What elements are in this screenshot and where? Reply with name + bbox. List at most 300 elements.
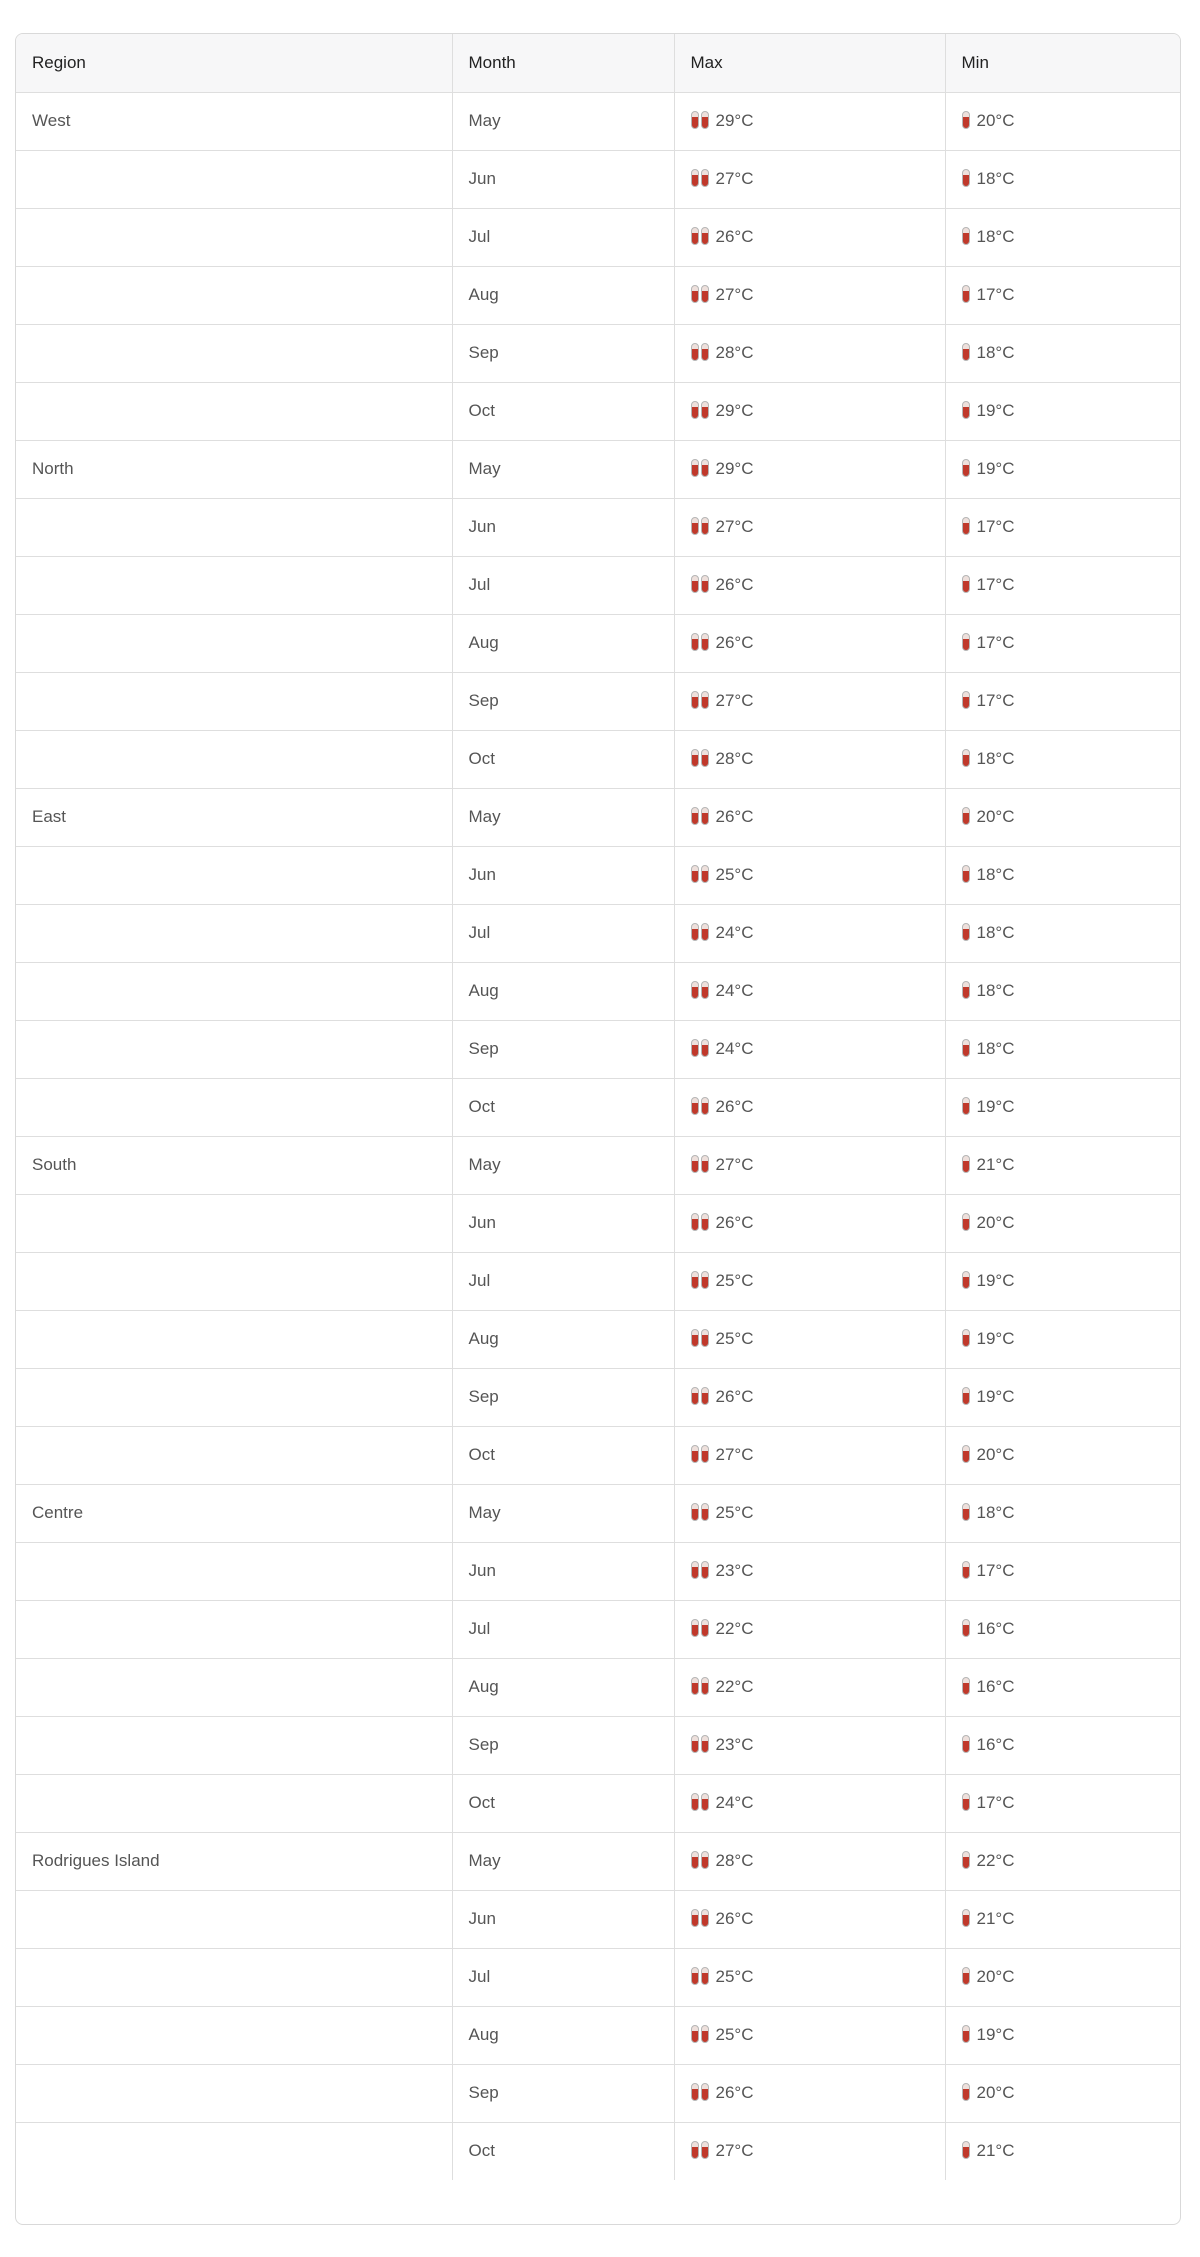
header-row (16, 34, 1181, 92)
cell-max (674, 1774, 945, 1832)
max-temp-value: 24°C (715, 1039, 754, 1058)
thermometer-icon (691, 1213, 699, 1231)
cell-max (674, 788, 945, 846)
thermometer-icon (962, 1561, 970, 1579)
thermometer-icon (962, 285, 970, 303)
cell-region (16, 498, 452, 556)
cell-month: Sep (452, 2064, 674, 2122)
cell-month: Oct (452, 2122, 674, 2180)
cell-region (16, 1948, 452, 2006)
thermometer-icon (962, 1155, 970, 1173)
thermometer-icon (701, 1561, 709, 1579)
cell-min (945, 1774, 1181, 1832)
thermometer-pair-icon (691, 1039, 711, 1058)
thermometer-icon (701, 575, 709, 593)
cell-region (16, 1020, 452, 1078)
cell-min (945, 2122, 1181, 2180)
thermometer-icon (962, 923, 970, 941)
min-temp-value: 20°C (976, 807, 1015, 826)
table-row (16, 324, 1181, 382)
thermometer-pair-icon (691, 749, 711, 768)
cell-max (674, 1426, 945, 1484)
cell-max (674, 1890, 945, 1948)
table-row (16, 1774, 1181, 1832)
cell-min (945, 1252, 1181, 1310)
thermometer-icon (962, 807, 970, 825)
table-row (16, 1832, 1181, 1890)
thermometer-icon (962, 1329, 970, 1347)
cell-region: Centre (16, 1484, 452, 1542)
cell-month: Jul (452, 1252, 674, 1310)
cell-region (16, 1774, 452, 1832)
cell-region (16, 1078, 452, 1136)
min-temp-value: 19°C (976, 1271, 1015, 1290)
min-temp-value: 16°C (976, 1735, 1015, 1754)
header-max: Max (674, 34, 945, 92)
cell-region (16, 1426, 452, 1484)
thermometer-icon (962, 111, 970, 129)
max-temp-value: 27°C (715, 691, 754, 710)
table-row (16, 150, 1181, 208)
min-temp-value: 18°C (976, 923, 1015, 942)
cell-month: Oct (452, 1426, 674, 1484)
thermometer-pair-icon (691, 1909, 711, 1928)
min-temp-value: 19°C (976, 2025, 1015, 2044)
climate-table (16, 34, 1181, 2180)
thermometer-icon (962, 2025, 970, 2043)
min-temp-value: 20°C (976, 1213, 1015, 1232)
cell-month: Oct (452, 1078, 674, 1136)
min-temp-value: 20°C (976, 1445, 1015, 1464)
cell-max (674, 150, 945, 208)
thermometer-icon (691, 1619, 699, 1637)
cell-max (674, 614, 945, 672)
thermometer-icon (962, 343, 970, 361)
thermometer-pair-icon (691, 1445, 711, 1464)
min-temp-value: 16°C (976, 1677, 1015, 1696)
thermometer-icon (962, 517, 970, 535)
thermometer-icon (962, 575, 970, 593)
max-temp-value: 25°C (715, 865, 754, 884)
table-row (16, 440, 1181, 498)
cell-max (674, 1600, 945, 1658)
thermometer-icon (691, 1851, 699, 1869)
thermometer-icon (701, 1387, 709, 1405)
thermometer-icon (701, 1503, 709, 1521)
min-temp-value: 22°C (976, 1851, 1015, 1870)
thermometer-icon (691, 865, 699, 883)
thermometer-pair-icon (691, 2025, 711, 2044)
cell-region (16, 2122, 452, 2180)
thermometer-icon (962, 1387, 970, 1405)
table-row (16, 614, 1181, 672)
cell-month: Jul (452, 208, 674, 266)
thermometer-icon (701, 1735, 709, 1753)
cell-month: Jul (452, 1600, 674, 1658)
thermometer-icon (962, 459, 970, 477)
min-temp-value: 19°C (976, 1097, 1015, 1116)
cell-region (16, 1368, 452, 1426)
cell-region (16, 1890, 452, 1948)
cell-region (16, 904, 452, 962)
thermometer-icon (962, 1097, 970, 1115)
table-row (16, 962, 1181, 1020)
cell-max (674, 1716, 945, 1774)
cell-min (945, 962, 1181, 1020)
cell-min (945, 150, 1181, 208)
thermometer-icon (701, 517, 709, 535)
table-row (16, 2064, 1181, 2122)
max-temp-value: 26°C (715, 1097, 754, 1116)
cell-max (674, 730, 945, 788)
thermometer-icon (691, 343, 699, 361)
thermometer-icon (701, 401, 709, 419)
cell-max (674, 1194, 945, 1252)
thermometer-icon (691, 1793, 699, 1811)
table-row (16, 1252, 1181, 1310)
thermometer-pair-icon (691, 1213, 711, 1232)
thermometer-icon (691, 169, 699, 187)
thermometer-pair-icon (691, 401, 711, 420)
cell-region (16, 150, 452, 208)
max-temp-value: 26°C (715, 575, 754, 594)
cell-min (945, 1948, 1181, 2006)
cell-min (945, 672, 1181, 730)
thermometer-pair-icon (691, 633, 711, 652)
cell-region (16, 324, 452, 382)
thermometer-icon (701, 749, 709, 767)
max-temp-value: 26°C (715, 1387, 754, 1406)
thermometer-pair-icon (691, 1271, 711, 1290)
cell-region: West (16, 92, 452, 150)
thermometer-icon (962, 2083, 970, 2101)
thermometer-pair-icon (691, 459, 711, 478)
min-temp-value: 18°C (976, 749, 1015, 768)
table-body (16, 92, 1181, 2180)
min-temp-value: 20°C (976, 1967, 1015, 1986)
cell-max (674, 1484, 945, 1542)
thermometer-pair-icon (691, 1097, 711, 1116)
thermometer-icon (962, 1793, 970, 1811)
thermometer-pair-icon (691, 1677, 711, 1696)
cell-month: May (452, 1484, 674, 1542)
thermometer-icon (691, 1967, 699, 1985)
cell-region (16, 208, 452, 266)
table-row (16, 1310, 1181, 1368)
cell-min (945, 1136, 1181, 1194)
thermometer-icon (701, 227, 709, 245)
thermometer-icon (962, 1039, 970, 1057)
table-row (16, 556, 1181, 614)
max-temp-value: 25°C (715, 2025, 754, 2044)
cell-min (945, 730, 1181, 788)
thermometer-icon (962, 749, 970, 767)
min-temp-value: 19°C (976, 1387, 1015, 1406)
cell-max (674, 672, 945, 730)
thermometer-icon (962, 1851, 970, 1869)
cell-month: Jun (452, 1194, 674, 1252)
min-temp-value: 16°C (976, 1619, 1015, 1638)
thermometer-icon (691, 1039, 699, 1057)
thermometer-pair-icon (691, 1387, 711, 1406)
min-temp-value: 20°C (976, 2083, 1015, 2102)
max-temp-value: 28°C (715, 343, 754, 362)
cell-min (945, 266, 1181, 324)
min-temp-value: 17°C (976, 285, 1015, 304)
cell-max (674, 1020, 945, 1078)
thermometer-icon (691, 1097, 699, 1115)
min-temp-value: 19°C (976, 401, 1015, 420)
max-temp-value: 28°C (715, 1851, 754, 1870)
thermometer-icon (691, 517, 699, 535)
cell-min (945, 382, 1181, 440)
thermometer-icon (691, 1329, 699, 1347)
cell-min (945, 1310, 1181, 1368)
thermometer-icon (691, 1271, 699, 1289)
max-temp-value: 26°C (715, 633, 754, 652)
cell-region (16, 1716, 452, 1774)
thermometer-icon (701, 1909, 709, 1927)
max-temp-value: 28°C (715, 749, 754, 768)
table-row (16, 1890, 1181, 1948)
cell-region: North (16, 440, 452, 498)
cell-min (945, 904, 1181, 962)
thermometer-icon (701, 111, 709, 129)
cell-min (945, 846, 1181, 904)
thermometer-icon (701, 1851, 709, 1869)
cell-max (674, 1832, 945, 1890)
thermometer-icon (701, 169, 709, 187)
cell-region (16, 672, 452, 730)
table-row (16, 1658, 1181, 1716)
table-row (16, 904, 1181, 962)
cell-month: Sep (452, 1368, 674, 1426)
thermometer-icon (962, 1967, 970, 1985)
thermometer-icon (701, 1097, 709, 1115)
cell-month: May (452, 1136, 674, 1194)
table-row (16, 382, 1181, 440)
min-temp-value: 18°C (976, 343, 1015, 362)
cell-max (674, 1368, 945, 1426)
max-temp-value: 29°C (715, 459, 754, 478)
table-row (16, 2006, 1181, 2064)
thermometer-pair-icon (691, 1619, 711, 1638)
thermometer-icon (962, 401, 970, 419)
thermometer-icon (691, 2083, 699, 2101)
max-temp-value: 26°C (715, 1213, 754, 1232)
table-row (16, 730, 1181, 788)
cell-region (16, 382, 452, 440)
table-row (16, 1078, 1181, 1136)
cell-min (945, 1600, 1181, 1658)
cell-max (674, 556, 945, 614)
min-temp-value: 18°C (976, 169, 1015, 188)
cell-max (674, 2006, 945, 2064)
header-min: Min (945, 34, 1181, 92)
max-temp-value: 25°C (715, 1967, 754, 1986)
max-temp-value: 25°C (715, 1271, 754, 1290)
table-row (16, 846, 1181, 904)
thermometer-icon (691, 575, 699, 593)
thermometer-pair-icon (691, 2083, 711, 2102)
thermometer-icon (962, 1213, 970, 1231)
cell-min (945, 498, 1181, 556)
thermometer-icon (691, 981, 699, 999)
max-temp-value: 29°C (715, 111, 754, 130)
cell-min (945, 208, 1181, 266)
thermometer-icon (701, 1445, 709, 1463)
min-temp-value: 21°C (976, 1155, 1015, 1174)
thermometer-icon (691, 401, 699, 419)
cell-max (674, 1078, 945, 1136)
cell-min (945, 92, 1181, 150)
cell-month: Oct (452, 730, 674, 788)
thermometer-pair-icon (691, 169, 711, 188)
cell-min (945, 1368, 1181, 1426)
table-row (16, 208, 1181, 266)
thermometer-icon (962, 865, 970, 883)
thermometer-icon (701, 1155, 709, 1173)
table-row (16, 1484, 1181, 1542)
thermometer-pair-icon (691, 807, 711, 826)
thermometer-icon (701, 459, 709, 477)
cell-max (674, 2064, 945, 2122)
thermometer-icon (701, 1967, 709, 1985)
thermometer-icon (691, 2141, 699, 2159)
thermometer-icon (691, 691, 699, 709)
thermometer-icon (691, 1387, 699, 1405)
cell-min (945, 1658, 1181, 1716)
cell-month: Aug (452, 2006, 674, 2064)
thermometer-icon (691, 923, 699, 941)
thermometer-icon (691, 1909, 699, 1927)
cell-min (945, 788, 1181, 846)
thermometer-icon (701, 343, 709, 361)
cell-max (674, 2122, 945, 2180)
thermometer-icon (701, 691, 709, 709)
cell-max (674, 1542, 945, 1600)
max-temp-value: 27°C (715, 169, 754, 188)
max-temp-value: 22°C (715, 1619, 754, 1638)
thermometer-pair-icon (691, 111, 711, 130)
max-temp-value: 27°C (715, 1155, 754, 1174)
cell-min (945, 1484, 1181, 1542)
thermometer-icon (701, 1329, 709, 1347)
thermometer-pair-icon (691, 1155, 711, 1174)
thermometer-icon (691, 749, 699, 767)
cell-region (16, 556, 452, 614)
thermometer-pair-icon (691, 1561, 711, 1580)
cell-max (674, 904, 945, 962)
min-temp-value: 17°C (976, 575, 1015, 594)
cell-month: Aug (452, 1658, 674, 1716)
max-temp-value: 27°C (715, 1445, 754, 1464)
max-temp-value: 25°C (715, 1329, 754, 1348)
thermometer-icon (962, 1735, 970, 1753)
thermometer-icon (691, 1677, 699, 1695)
cell-month: Oct (452, 382, 674, 440)
cell-max (674, 324, 945, 382)
thermometer-pair-icon (691, 923, 711, 942)
cell-min (945, 1890, 1181, 1948)
thermometer-icon (701, 1619, 709, 1637)
table-row (16, 1426, 1181, 1484)
min-temp-value: 18°C (976, 1039, 1015, 1058)
max-temp-value: 24°C (715, 1793, 754, 1812)
max-temp-value: 26°C (715, 2083, 754, 2102)
thermometer-icon (701, 633, 709, 651)
cell-month: Sep (452, 672, 674, 730)
thermometer-icon (691, 285, 699, 303)
thermometer-icon (701, 1271, 709, 1289)
table-row (16, 1542, 1181, 1600)
cell-min (945, 1194, 1181, 1252)
thermometer-icon (962, 691, 970, 709)
cell-month: Jun (452, 846, 674, 904)
thermometer-icon (701, 923, 709, 941)
cell-month: Jul (452, 1948, 674, 2006)
max-temp-value: 29°C (715, 401, 754, 420)
thermometer-icon (962, 1503, 970, 1521)
thermometer-pair-icon (691, 1851, 711, 1870)
thermometer-icon (701, 981, 709, 999)
thermometer-pair-icon (691, 1735, 711, 1754)
cell-min (945, 440, 1181, 498)
max-temp-value: 25°C (715, 1503, 754, 1522)
thermometer-icon (701, 1793, 709, 1811)
cell-region (16, 1600, 452, 1658)
cell-region: South (16, 1136, 452, 1194)
thermometer-pair-icon (691, 1967, 711, 1986)
max-temp-value: 22°C (715, 1677, 754, 1696)
cell-max (674, 208, 945, 266)
cell-month: May (452, 440, 674, 498)
thermometer-icon (962, 1271, 970, 1289)
cell-month: Sep (452, 1020, 674, 1078)
max-temp-value: 27°C (715, 285, 754, 304)
max-temp-value: 26°C (715, 1909, 754, 1928)
table-row (16, 1948, 1181, 2006)
thermometer-pair-icon (691, 227, 711, 246)
thermometer-icon (962, 1619, 970, 1637)
thermometer-pair-icon (691, 285, 711, 304)
cell-month: Jun (452, 150, 674, 208)
thermometer-pair-icon (691, 575, 711, 594)
thermometer-pair-icon (691, 2141, 711, 2160)
cell-month: Aug (452, 614, 674, 672)
thermometer-icon (691, 1503, 699, 1521)
thermometer-icon (701, 807, 709, 825)
cell-max (674, 382, 945, 440)
cell-max (674, 266, 945, 324)
cell-region (16, 1194, 452, 1252)
table-row (16, 2122, 1181, 2180)
thermometer-pair-icon (691, 1329, 711, 1348)
cell-min (945, 556, 1181, 614)
table-row (16, 1600, 1181, 1658)
thermometer-icon (962, 1909, 970, 1927)
cell-max (674, 1658, 945, 1716)
thermometer-icon (962, 633, 970, 651)
cell-max (674, 440, 945, 498)
max-temp-value: 24°C (715, 981, 754, 1000)
min-temp-value: 19°C (976, 1329, 1015, 1348)
max-temp-value: 24°C (715, 923, 754, 942)
thermometer-icon (701, 1213, 709, 1231)
cell-month: Jul (452, 904, 674, 962)
thermometer-icon (691, 633, 699, 651)
min-temp-value: 21°C (976, 1909, 1015, 1928)
